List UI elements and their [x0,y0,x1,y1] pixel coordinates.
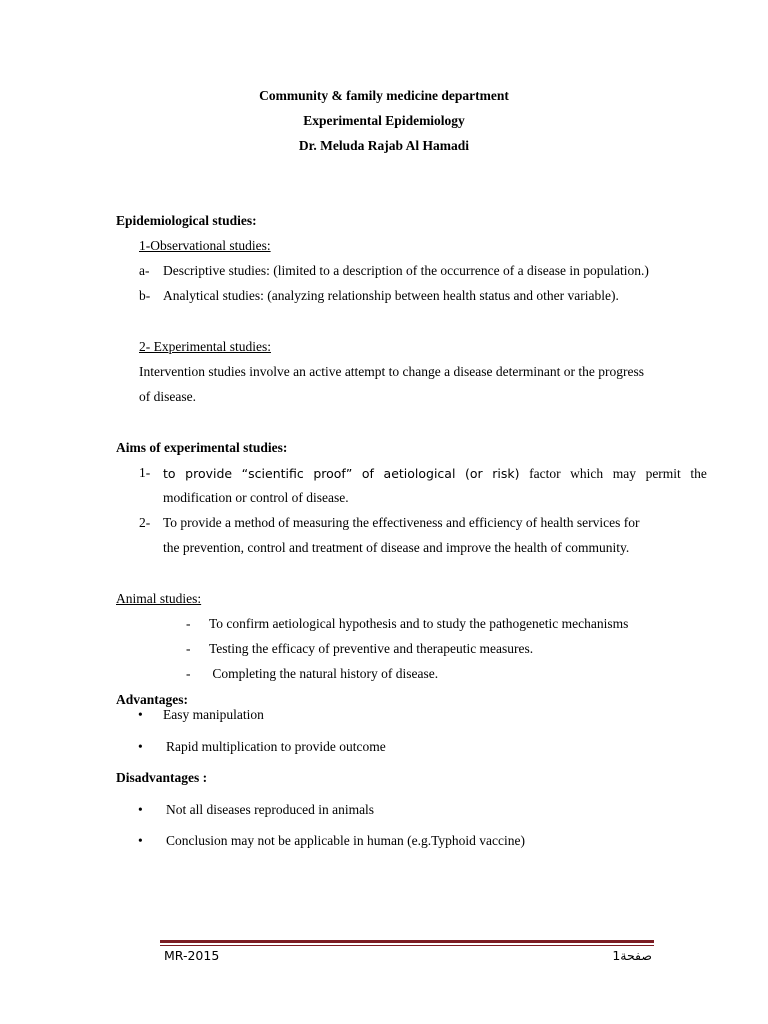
footer-rule-thin [160,945,654,946]
list-marker: a- [139,263,150,278]
list-item: Easy manipulation [163,707,264,722]
list-marker: b- [139,288,151,303]
list-marker: 1- [139,465,151,480]
word: may [612,466,636,481]
bullet-glyph: • [138,802,143,817]
word: (or [465,466,483,481]
subheading-observational: 1-Observational studies: [139,238,271,253]
list-item: Testing the efficacy of preventive and therapeutic measures. [209,641,534,656]
subheading-experimental: 2- Experimental studies: [139,339,271,354]
word: to [163,466,176,481]
dash-marker: - [186,641,191,656]
bullet-glyph: • [138,739,143,754]
bullet-glyph: • [138,833,143,848]
word: factor [529,466,561,481]
word: proof” [313,466,353,481]
dash-marker: - [186,616,191,631]
word: permit [645,466,681,481]
list-marker: 2- [139,515,151,530]
word: the [690,466,707,481]
list-item: Conclusion may not be applicable in human (e.g.Typhoid vaccine) [166,833,525,848]
footer-page-number: صفحة1 [612,948,652,963]
footer-left-text: MR-2015 [164,948,220,963]
section-heading-animal: Animal studies: [116,591,202,606]
list-item: Completing the natural history of disease. [209,666,439,681]
word: provide [185,466,233,481]
list-item-analytical: Analytical studies: (analyzing relationship between health status and other variable). [163,288,619,303]
aims-item1-line1 [163,466,707,482]
list-item-descriptive: Descriptive studies: (limited to a description of the occurrence of a disease in population.) [163,263,649,278]
paragraph-line: To provide a method of measuring the effectiveness and efficiency of health services for [163,515,640,530]
word: aetiological [383,466,456,481]
disadvantages-heading: Disadvantages : [116,770,208,785]
section-heading-aims: Aims of experimental studies: [116,440,288,455]
list-item: Rapid multiplication to provide outcome [166,739,386,754]
list-item: To confirm aetiological hypothesis and to study the pathogenetic mechanisms [209,616,629,631]
paragraph-line: modification or control of disease. [163,490,349,505]
paragraph-line: Intervention studies involve an active attempt to change a disease determinant or the progress [139,364,644,379]
list-item: Not all diseases reproduced in animals [166,802,375,817]
word: of [361,466,374,481]
paragraph-line: the prevention, control and treatment of disease and improve the health of community. [163,540,630,555]
document-title: Experimental Epidemiology [303,113,465,128]
bullet-glyph: • [138,707,143,722]
word: “scientific [241,466,304,481]
word: risk) [492,466,520,481]
footer-rule-thick [160,940,654,943]
department-title: Community & family medicine department [259,88,509,103]
section-heading-epidemiological: Epidemiological studies: [116,213,257,228]
author-name: Dr. Meluda Rajab Al Hamadi [298,138,470,153]
dash-marker: - [186,666,191,681]
word: which [570,466,604,481]
advantages-heading: Advantages: [116,692,189,707]
paragraph-line: of disease. [139,389,196,404]
